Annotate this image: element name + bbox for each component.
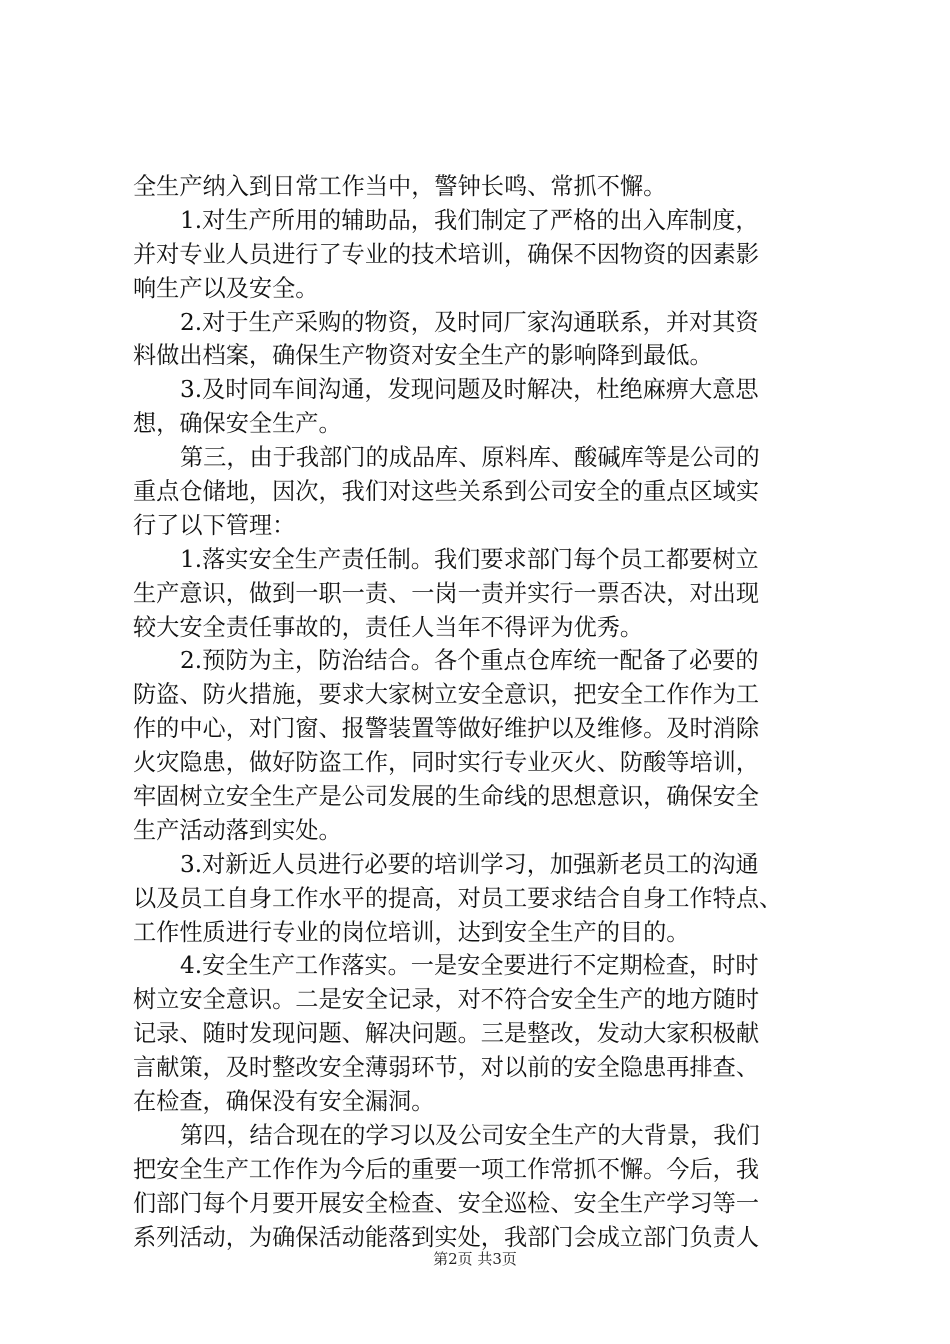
text-line: 牢固树立安全生产是公司发展的生命线的思想意识，确保安全: [133, 783, 760, 811]
text-line: 重点仓储地，因次，我们对这些关系到公司安全的重点区域实: [133, 478, 760, 506]
text-line: 火灾隐患，做好防盗工作，同时实行专业灭火、防酸等培训，: [133, 749, 760, 777]
text-line: 系列活动，为确保活动能落到实处，我部门会成立部门负责人: [133, 1223, 760, 1251]
text-line: 行了以下管理：: [133, 511, 296, 539]
text-line: 1.对生产所用的辅助品，我们制定了严格的出入库制度，: [180, 206, 759, 234]
text-line: 3.及时同车间沟通，发现问题及时解决，杜绝麻痹大意思: [180, 376, 759, 404]
text-line: 响生产以及安全。: [133, 274, 319, 302]
text-line: 记录、随时发现问题、解决问题。三是整改，发动大家积极献: [133, 1020, 760, 1048]
text-line: 较大安全责任事故的，责任人当年不得评为优秀。: [133, 613, 644, 641]
text-line: 想，确保安全生产。: [133, 410, 342, 438]
document-body: [133, 170, 853, 1255]
text-line: 2.预防为主，防治结合。各个重点仓库统一配备了必要的: [180, 647, 759, 675]
text-line: 在检查，确保没有安全漏洞。: [133, 1088, 435, 1116]
text-line: 言献策，及时整改安全薄弱环节，对以前的安全隐患再排查、: [133, 1054, 760, 1082]
text-line: 作的中心，对门窗、报警装置等做好维护以及维修。及时消除: [133, 715, 760, 743]
text-line: 把安全生产工作作为今后的重要一项工作常抓不懈。今后，我: [133, 1155, 760, 1183]
text-line: 3.对新近人员进行必要的培训学习，加强新老员工的沟通: [180, 850, 759, 878]
text-line: 4.安全生产工作落实。一是安全要进行不定期检查，时时: [180, 952, 759, 980]
text-line: 全生产纳入到日常工作当中，警钟长鸣、常抓不懈。: [133, 173, 667, 200]
page-footer: 第2页 共3页: [433, 1250, 517, 1268]
text-line: 料做出档案，确保生产物资对安全生产的影响降到最低。: [133, 342, 713, 370]
text-line: 们部门每个月要开展安全检查、安全巡检、安全生产学习等一: [133, 1189, 760, 1217]
text-line: 树立安全意识。二是安全记录，对不符合安全生产的地方随时: [133, 986, 760, 1014]
text-line: 生产意识，做到一职一责、一岗一责并实行一票否决，对出现: [133, 579, 760, 607]
text-line: 1.落实安全生产责任制。我们要求部门每个员工都要树立: [180, 545, 759, 573]
text-line: 生产活动落到实处。: [133, 816, 342, 844]
text-line: 第三，由于我部门的成品库、原料库、酸碱库等是公司的: [180, 444, 760, 472]
text-line: 以及员工自身工作水平的提高，对员工要求结合自身工作特点、: [133, 884, 783, 912]
text-line: 防盗、防火措施，要求大家树立安全意识，把安全工作作为工: [133, 681, 760, 709]
text-line: 工作性质进行专业的岗位培训，达到安全生产的目的。: [133, 918, 690, 946]
text-line: 并对专业人员进行了专业的技术培训，确保不因物资的因素影: [133, 240, 760, 268]
text-line: 第四，结合现在的学习以及公司安全生产的大背景，我们: [180, 1121, 760, 1149]
text-line: 2.对于生产采购的物资，及时同厂家沟通联系，并对其资: [180, 308, 759, 336]
